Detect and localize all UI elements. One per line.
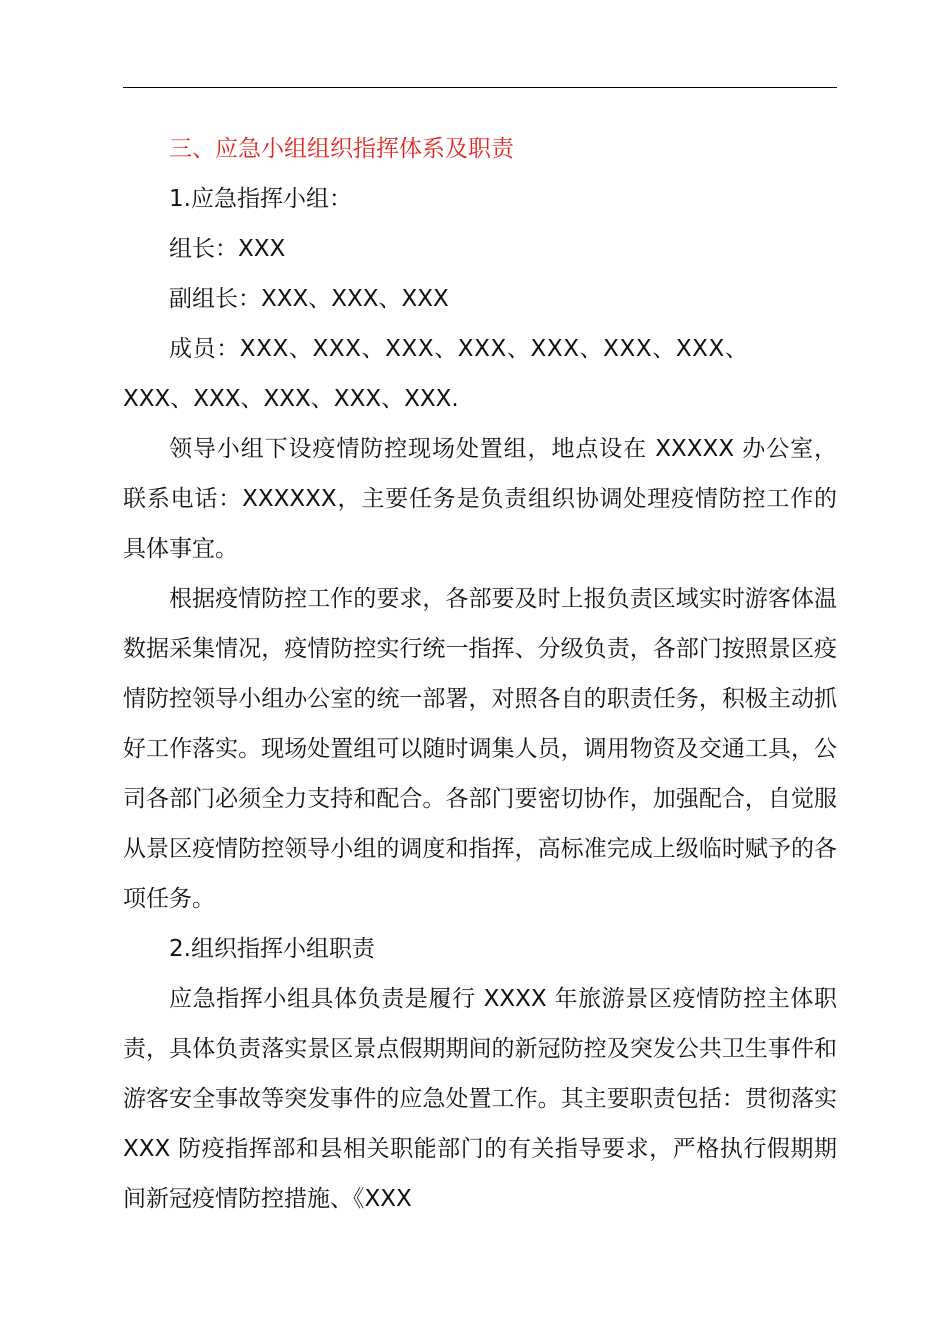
header-rule — [123, 87, 837, 88]
paragraph-duties: 应急指挥小组具体负责是履行 XXXX 年旅游景区疫情防控主体职责，具体负责落实景区景点假期期间的新冠防控及突发公共卫生事件和游客安全事故等突发事件的应急处置工作。其主要职责包括：贯彻落实 XXX 防疫指挥部和县相关职能部门的有关指导要求，严格执行假期期间新冠疫情防控措施、《XXX — [123, 986, 837, 1212]
paragraph-site-group: 领导小组下设疫情防控现场处置组，地点设在 XXXXX 办公室，联系电话：XXXXXX，主要任务是负责组织协调处理疫情防控工作的具体事宜。 — [123, 436, 837, 562]
subsection-title-1: 1.应急指挥小组： — [169, 186, 352, 212]
subsection-title-2: 2.组织指挥小组职责 — [169, 936, 375, 962]
paragraph-requirements: 根据疫情防控工作的要求，各部要及时上报负责区域实时游客体温数据采集情况，疫情防控实行统一指挥、分级负责，各部门按照景区疫情防控领导小组办公室的统一部署，对照各自的职责任务，积极主动抓好工作落实。现场处置组可以随时调集人员，调用物资及交通工具，公司各部门必须全力支持和配合。各部门要密切协作，加强配合，自觉服从景区疫情防控领导小组的调度和指挥，高标准完成上级临时赋予的各项任务。 — [123, 586, 837, 912]
deputy-leader-line: 副组长：XXX、XXX、XXX — [169, 286, 449, 312]
section-heading: 三、应急小组组织指挥体系及职责 — [169, 136, 514, 162]
members-line-2: XXX、XXX、XXX、XXX、XXX. — [123, 386, 459, 412]
members-line-1: 成员：XXX、XXX、XXX、XXX、XXX、XXX、XXX、 — [169, 336, 749, 362]
document-body — [123, 124, 837, 1224]
leader-line: 组长：XXX — [169, 236, 286, 262]
